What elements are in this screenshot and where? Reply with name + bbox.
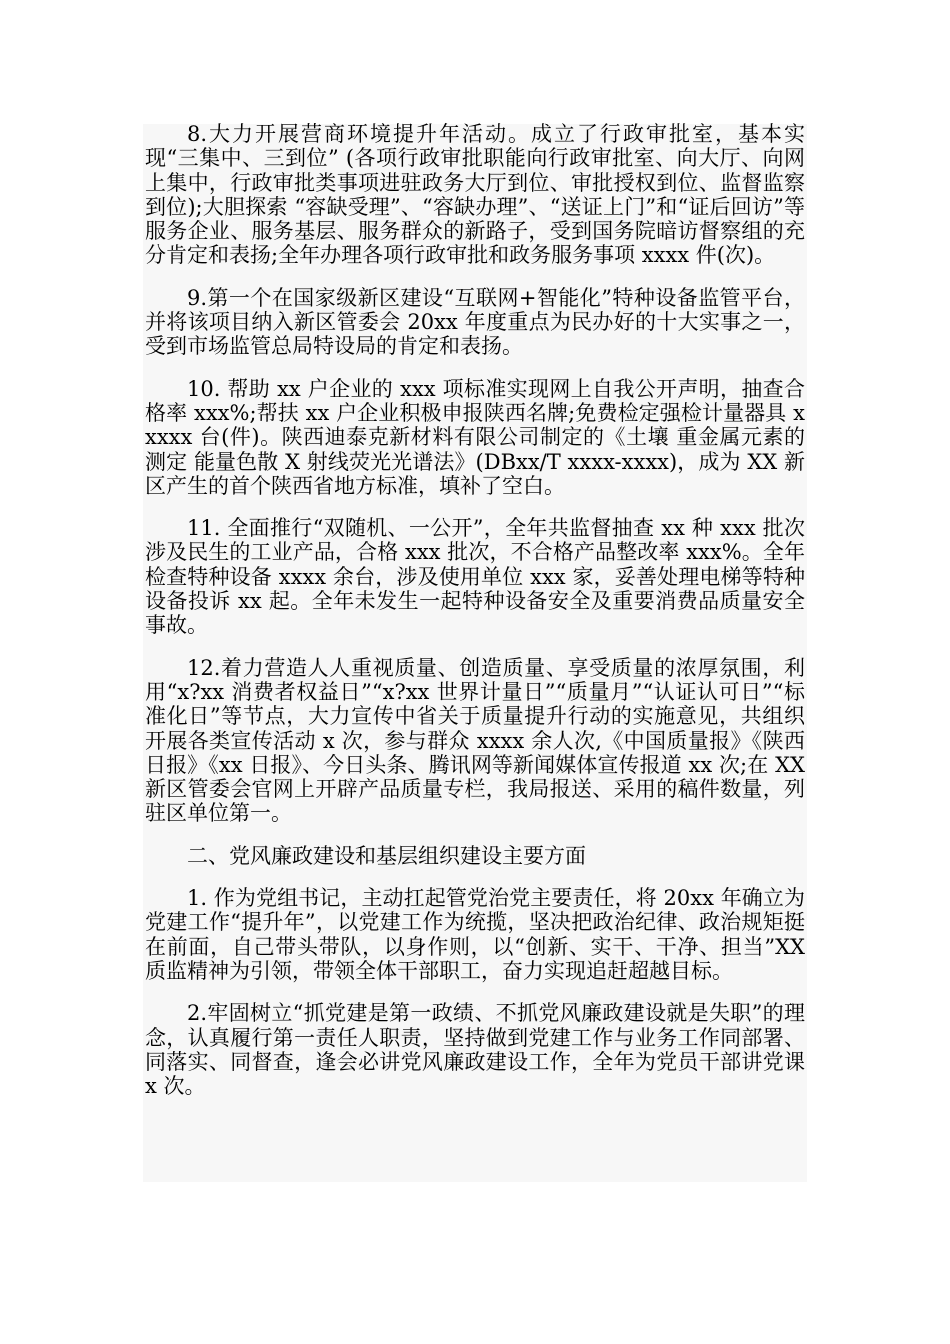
- paragraph-item-9: 9.第一个在国家级新区建设“互联网+智能化”特种设备监管平台，并将该项目纳入新区管委会 20xx 年度重点为民办好的十大实事之一，受到市场监管总局特设局的肯定和表扬。: [145, 285, 805, 359]
- paragraph-item-10: 10. 帮助 xx 户企业的 xxx 项标准实现网上自我公开声明，抽查合格率 xxx%;帮扶 xx 户企业积极申报陕西名牌;免费检定强检计量器具 xxxxx 台(件)。陕西迪泰克新材料有限公司制定的《土壤 重金属元素的测定 能量色散 X 射线荧光光谱法》(DBxx/T xxxx-xxxx)，成为 XX 新区产生的首个陕西省地方标准，填补了空白。: [145, 376, 805, 498]
- paragraph-party-1: 1. 作为党组书记，主动扛起管党治党主要责任，将 20xx 年确立为党建工作“提升年”，以党建工作为统揽，坚决把政治纪律、政治规矩挺在前面，自己带头带队，以身作则，以“创新、实干、干净、担当”XX 质监精神为引领，带领全体干部职工，奋力实现追赶超越目标。: [145, 886, 805, 983]
- paragraph-item-8: 8.大力开展营商环境提升年活动。成立了行政审批室，基本实现“三集中、三到位” (各项行政审批职能向行政审批室、向大厅、向网上集中，行政审批类事项进驻政务大厅到位、审批授权到位、监督监察到位);大胆探索 “容缺受理”、“容缺办理”、“送证上门”和“证后回访”等服务企业、服务基层、服务群众的新路子，受到国务院暗访督察组的充分肯定和表扬;全年办理各项行政审批和政务服务事项 xxxx 件(次)。: [145, 122, 805, 268]
- document-body: [145, 122, 805, 1098]
- paragraph-item-12: 12.着力营造人人重视质量、创造质量、享受质量的浓厚氛围，利用“x?xx 消费者权益日”“x?xx 世界计量日”“质量月”“认证认可日”“标准化日”等节点，大力宣传中省关于质量提升行动的实施意见，共组织开展各类宣传活动 x 次，参与群众 xxxx 余人次,《中国质量报》《陕西日报》《xx 日报》、今日头条、腾讯网等新闻媒体宣传报道 xx 次;在 XX 新区管委会官网上开辟产品质量专栏，我局报送、采用的稿件数量，列驻区单位第一。: [145, 655, 805, 826]
- paragraph-party-2: 2.牢固树立“抓党建是第一政绩、不抓党风廉政建设就是失职”的理念，认真履行第一责任人职责，坚持做到党建工作与业务工作同部署、同落实、同督查，逢会必讲党风廉政建设工作，全年为党员干部讲党课 x 次。: [145, 1001, 805, 1099]
- section-heading: 二、党风廉政建设和基层组织建设主要方面: [187, 843, 586, 868]
- paragraph-item-11: 11. 全面推行“双随机、一公开”，全年共监督抽查 xx 种 xxx 批次涉及民生的工业产品，合格 xxx 批次，不合格产品整改率 xxx%。全年检查特种设备 xxxx 余台，涉及使用单位 xxx 家，妥善处理电梯等特种设备投诉 xx 起。全年未发生一起特种设备安全及重要消费品质量安全事故。: [145, 516, 805, 638]
